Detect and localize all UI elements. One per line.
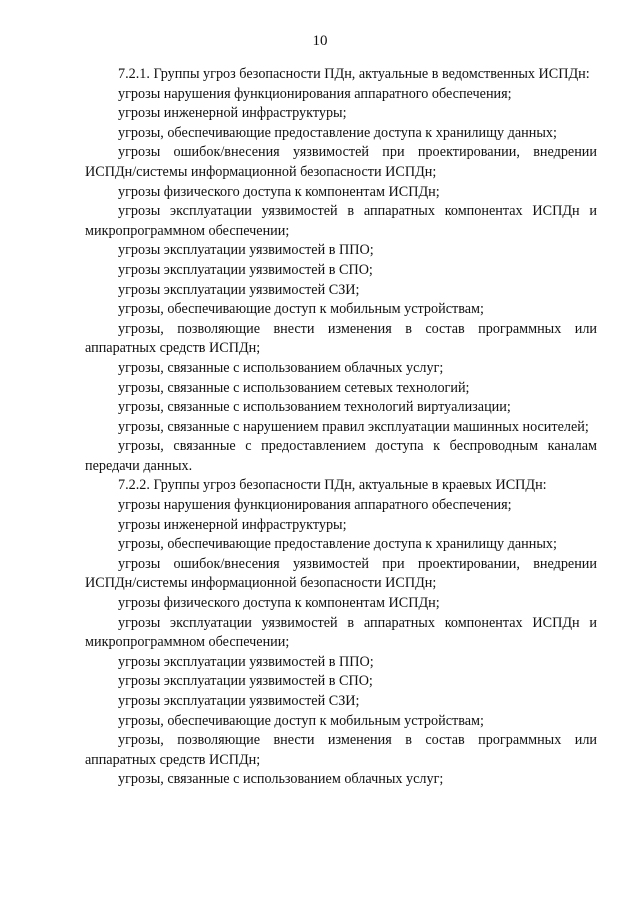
list-item: угрозы эксплуатации уязвимостей СЗИ;	[118, 693, 360, 709]
list-item: угрозы эксплуатации уязвимостей в ППО;	[118, 242, 374, 259]
list-item: угрозы, обеспечивающие предоставление доступа к хранилищу данных;	[118, 536, 557, 553]
list-item: угрозы, позволяющие внести изменения в состав программных или аппаратных средств ИСПДн;	[85, 320, 597, 357]
list-item: угрозы, связанные с использованием облачных услуг;	[118, 359, 444, 376]
list-item: угрозы эксплуатации уязвимостей в СПО;	[118, 261, 373, 278]
list-item: угрозы эксплуатации уязвимостей в ППО;	[118, 653, 374, 670]
list-item: угрозы, связанные с нарушением правил эксплуатации машинных носителей;	[118, 418, 589, 435]
list-item: угрозы, обеспечивающие доступ к мобильным устройствам;	[118, 301, 484, 318]
list-item: угрозы эксплуатации уязвимостей в СПО;	[118, 673, 373, 690]
section-heading: 7.2.2. Группы угроз безопасности ПДн, актуальные в краевых ИСПДн:	[118, 477, 547, 494]
list-item: угрозы нарушения функционирования аппаратного обеспечения;	[118, 85, 512, 102]
list-item: угрозы, связанные с использованием сетевых технологий;	[118, 379, 470, 396]
list-item: угрозы, связанные с использованием облачных услуг;	[118, 771, 444, 788]
list-item: угрозы, обеспечивающие доступ к мобильным устройствам;	[118, 712, 484, 729]
list-item: угрозы инженерной инфраструктуры;	[118, 516, 347, 533]
list-item: угрозы ошибок/внесения уязвимостей при проектировании, внедрении ИСПДн/системы информационной безопасности ИСПДн;	[85, 144, 597, 180]
document-body	[85, 65, 597, 790]
list-item: угрозы нарушения функционирования аппаратного обеспечения;	[118, 497, 512, 514]
list-item: угрозы инженерной инфраструктуры;	[118, 105, 347, 122]
list-item: угрозы эксплуатации уязвимостей СЗИ;	[118, 281, 360, 298]
list-item: угрозы эксплуатации уязвимостей в аппаратных компонентах ИСПДн и микропрограммном обеспечении;	[85, 614, 597, 651]
section-heading: 7.2.1. Группы угроз безопасности ПДн, актуальные в ведомственных ИСПДн:	[118, 66, 590, 82]
list-item: угрозы эксплуатации уязвимостей в аппаратных компонентах ИСПДн и микропрограммном обеспечении;	[85, 203, 597, 239]
list-item: угрозы, обеспечивающие предоставление доступа к хранилищу данных;	[118, 124, 557, 141]
list-item: угрозы физического доступа к компонентам ИСПДн;	[118, 183, 440, 200]
list-item: угрозы ошибок/внесения уязвимостей при проектировании, внедрении ИСПДн/системы информационной безопасности ИСПДн;	[85, 555, 597, 592]
list-item: угрозы, связанные с предоставлением доступа к беспроводным каналам передачи данных.	[85, 438, 597, 474]
list-item: угрозы, связанные с использованием технологий виртуализации;	[118, 399, 511, 416]
list-item: угрозы физического доступа к компонентам ИСПДн;	[118, 595, 440, 612]
list-item: угрозы, позволяющие внести изменения в состав программных или аппаратных средств ИСПДн;	[85, 732, 597, 768]
page-number: 10	[312, 33, 328, 49]
